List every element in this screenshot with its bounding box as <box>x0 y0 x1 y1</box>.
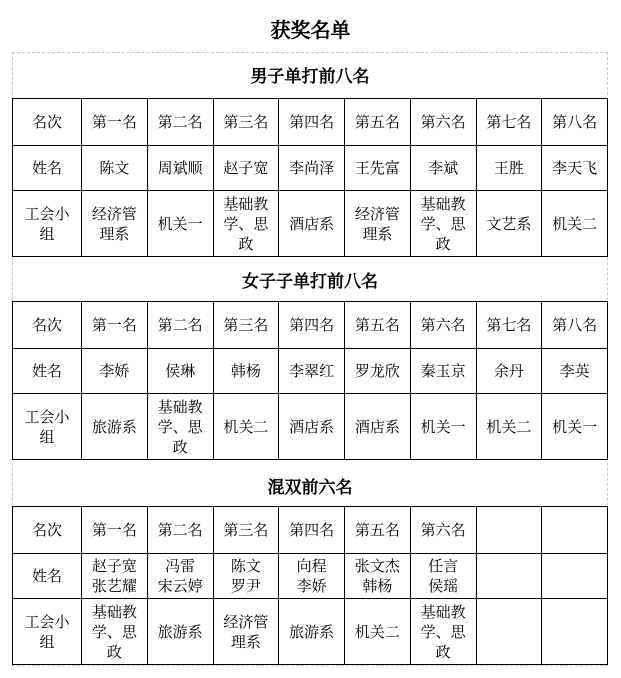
table-cell: 余丹 <box>476 349 542 394</box>
table-cell: 任言 侯瑶 <box>410 554 476 599</box>
table-cell: 姓名 <box>13 349 82 394</box>
table-cell: 机关二 <box>476 394 542 460</box>
table-cell: 赵子宽 <box>213 146 279 191</box>
table-cell: 第一名 <box>82 99 148 146</box>
table-cell <box>476 507 542 554</box>
table-cell: 李翠红 <box>279 349 345 394</box>
table-cell: 张文杰 韩杨 <box>345 554 411 599</box>
table-cell <box>476 599 542 665</box>
table-row-rank <box>13 99 608 146</box>
table-row-group <box>13 191 608 257</box>
women-singles-table <box>12 301 608 460</box>
table-cell: 机关一 <box>410 394 476 460</box>
table-cell <box>542 554 608 599</box>
table-cell: 王胜 <box>476 146 542 191</box>
table-cell: 基础教 学、思 政 <box>410 599 476 665</box>
table-cell: 赵子宽 张艺耀 <box>82 554 148 599</box>
table-cell: 第二名 <box>147 507 213 554</box>
table-cell: 旅游系 <box>82 394 148 460</box>
table-row-rank <box>13 302 608 349</box>
table-cell: 基础教 学、思 政 <box>147 394 213 460</box>
table-cell: 第三名 <box>213 99 279 146</box>
table-cell: 第六名 <box>410 99 476 146</box>
table-cell: 侯琳 <box>147 349 213 394</box>
table-cell: 第五名 <box>345 99 411 146</box>
table-cell: 秦玉京 <box>410 349 476 394</box>
table-cell: 向程 李娇 <box>279 554 345 599</box>
table-cell: 名次 <box>13 99 82 146</box>
table-cell: 经济管 理系 <box>345 191 411 257</box>
table-cell <box>542 507 608 554</box>
section-title-mixed-doubles: 混双前六名 <box>267 478 353 498</box>
table-cell: 第二名 <box>147 302 213 349</box>
table-cell: 李娇 <box>82 349 148 394</box>
table-cell: 经济管 理系 <box>82 191 148 257</box>
table-row-name <box>13 554 608 599</box>
table-cell: 经济管 理系 <box>213 599 279 665</box>
table-row-rank <box>13 507 608 554</box>
section-title-men-singles: 男子单打前八名 <box>250 67 370 87</box>
table-cell: 机关二 <box>213 394 279 460</box>
table-cell: 第八名 <box>542 99 608 146</box>
table-cell <box>542 599 608 665</box>
table-cell: 韩杨 <box>213 349 279 394</box>
table-cell: 名次 <box>13 302 82 349</box>
table-cell: 第五名 <box>345 302 411 349</box>
table-cell: 旅游系 <box>279 599 345 665</box>
table-cell: 机关二 <box>345 599 411 665</box>
table-cell: 姓名 <box>13 554 82 599</box>
table-cell: 第八名 <box>542 302 608 349</box>
table-cell: 旅游系 <box>147 599 213 665</box>
table-cell: 李天飞 <box>542 146 608 191</box>
table-cell: 酒店系 <box>279 394 345 460</box>
table-cell: 第一名 <box>82 302 148 349</box>
table-cell: 第三名 <box>213 507 279 554</box>
table-cell: 第一名 <box>82 507 148 554</box>
table-cell: 第六名 <box>410 507 476 554</box>
table-row-name <box>13 349 608 394</box>
table-cell: 名次 <box>13 507 82 554</box>
mixed-doubles-table <box>12 506 608 665</box>
section-title-women-singles: 女子子单打前八名 <box>242 272 378 292</box>
table-cell <box>476 554 542 599</box>
table-cell: 李英 <box>542 349 608 394</box>
table-cell: 工会小 组 <box>13 394 82 460</box>
table-cell: 李尚泽 <box>279 146 345 191</box>
table-cell: 酒店系 <box>345 394 411 460</box>
table-cell: 姓名 <box>13 146 82 191</box>
table-cell: 基础教 学、思 政 <box>82 599 148 665</box>
table-cell: 机关二 <box>542 191 608 257</box>
table-cell: 第三名 <box>213 302 279 349</box>
table-cell: 文艺系 <box>476 191 542 257</box>
table-cell: 第五名 <box>345 507 411 554</box>
table-cell: 第四名 <box>279 507 345 554</box>
table-cell: 工会小 组 <box>13 599 82 665</box>
table-cell: 冯雷 宋云婷 <box>147 554 213 599</box>
table-row-name <box>13 146 608 191</box>
table-cell: 王先富 <box>345 146 411 191</box>
table-cell: 第七名 <box>476 99 542 146</box>
table-cell: 陈文 罗尹 <box>213 554 279 599</box>
table-row-group <box>13 599 608 665</box>
table-cell: 机关一 <box>542 394 608 460</box>
table-cell: 第六名 <box>410 302 476 349</box>
table-row-group <box>13 394 608 460</box>
men-singles-table <box>12 98 608 257</box>
table-cell: 罗龙欣 <box>345 349 411 394</box>
table-cell: 第四名 <box>279 99 345 146</box>
table-cell: 李斌 <box>410 146 476 191</box>
table-cell: 第二名 <box>147 99 213 146</box>
table-cell: 工会小 组 <box>13 191 82 257</box>
table-cell: 基础教 学、思 政 <box>213 191 279 257</box>
table-cell: 陈文 <box>82 146 148 191</box>
page-title: 获奖名单 <box>270 18 351 42</box>
table-cell: 第七名 <box>476 302 542 349</box>
table-cell: 第四名 <box>279 302 345 349</box>
table-cell: 酒店系 <box>279 191 345 257</box>
table-cell: 基础教 学、思 政 <box>410 191 476 257</box>
table-cell: 周斌顺 <box>147 146 213 191</box>
table-cell: 机关一 <box>147 191 213 257</box>
